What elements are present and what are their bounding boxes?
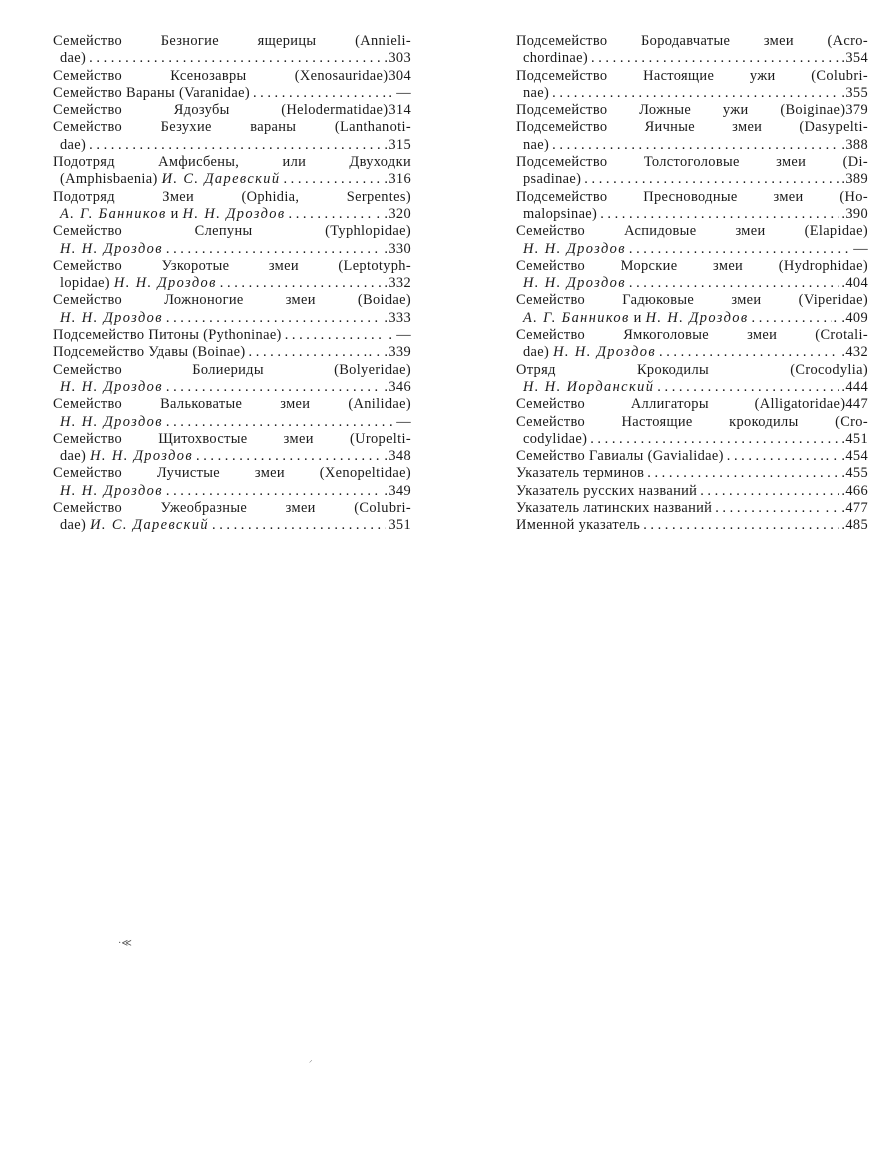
toc-line [516,465,868,482]
entry-title: Семейство Морские змеи (Hydrophidae) [516,257,868,274]
toc-line [516,517,868,534]
toc-line [53,258,411,275]
toc-line [53,154,411,171]
toc-line [53,241,411,258]
toc-entry-text [60,414,163,431]
toc-line [516,206,868,223]
toc-line [516,154,868,171]
page-number: . .409 [833,309,868,326]
page-number: .389 [841,171,868,188]
author-name: И. С. Даревский [90,517,210,534]
toc-line [516,483,868,500]
ink-speck-decoration: ·≪ [118,938,132,949]
toc-entry-text [516,68,868,85]
toc-line [53,119,411,136]
toc-line [516,327,868,344]
toc-column-right [516,33,868,535]
page-number: .432 [841,344,868,361]
page-number: .404 [841,275,868,292]
entry-title: dae) [523,344,550,361]
dot-leader [209,517,386,534]
toc-entry-text [53,396,411,413]
toc-line [516,310,868,327]
toc-line [53,448,411,465]
author-name: Н. Н. Дроздов [182,205,286,222]
toc-entry-text [60,171,280,188]
entry-title: Указатель терминов [516,465,645,482]
toc-line [516,396,868,413]
toc-entry-text [516,258,868,275]
page-number: .354 [841,50,868,67]
toc-entry-text [53,68,411,85]
entry-title: Подсемейство Яичные змеи (Dasypelti- [516,119,868,136]
toc-line [516,258,868,275]
toc-entry-text [60,137,86,154]
page-number: 351 [388,517,411,534]
dot-leader [749,310,832,327]
dot-leader [597,206,839,223]
entry-title: Семейство Гадюковые змеи (Viperidae) [516,292,868,309]
toc-line [53,85,411,102]
entry-title: Указатель русских названий [516,482,698,499]
entry-title: Семейство Гавиалы (Gavialidae) [516,448,724,465]
author-name: Н. Н. Иорданский [523,378,655,395]
toc-line [516,102,868,119]
toc-line [53,362,411,379]
toc-line [516,68,868,85]
entry-title: nae) [523,84,550,101]
toc-line [53,414,411,431]
author-name: Н. Н. Дроздов [523,275,626,292]
entry-title: Семейство Ужеобразные змеи (Colubri- [53,500,411,517]
dot-leader [587,431,839,448]
dot-leader [163,310,383,327]
dot-leader [217,275,383,292]
toc-line [516,500,868,517]
toc-entry-text [53,431,411,448]
toc-line [53,483,411,500]
toc-entry-text [516,517,640,534]
entry-title: Подсемейство Пресноводные змеи (Ho- [516,188,868,205]
toc-line [516,448,868,465]
toc-entry-text [60,379,163,396]
toc-entry-text [53,344,246,361]
toc-entry-text [60,275,217,292]
entry-title: Семейство Настоящие крокодилы (Cro- [516,413,868,430]
page-number: — [396,413,411,430]
entry-title: dae) [60,50,87,67]
author-name: Н. Н. Дроздов [523,240,626,257]
toc-entry-text [523,431,587,448]
entry-title: Семейство Безногие ящерицы (Annieli- [53,33,411,49]
page-number: .346 [384,378,411,395]
toc-entry-text [516,292,868,309]
toc-entry-text [60,241,163,258]
toc-entry-text [60,517,209,534]
page-number: . . .454 [825,448,868,465]
page-number: .485 [841,517,868,534]
dot-leader [581,171,839,188]
toc-entry-text [53,119,411,136]
toc-entry-text [516,483,697,500]
page-number: .330 [384,240,411,257]
page-number: .315 [384,136,411,153]
toc-line [516,119,868,136]
author-name: Н. Н. Дроздов [60,482,163,499]
toc-line [516,33,868,50]
entry-title: Семейство Ложноногие змеи (Boidae) [53,292,411,309]
entry-title: Семейство Ядозубы (Helodermatidae)314 [53,102,411,119]
toc-line [53,171,411,188]
toc-entry-text [60,206,286,223]
entry-title: nae) [523,136,550,153]
entry-title: Подсемейство Бородавчатые змеи (Acro- [516,33,868,49]
toc-entry-text [53,258,411,275]
page-number: .355 [841,84,868,101]
toc-line [516,362,868,379]
author-name: Н. Н. Дроздов [113,275,217,292]
dot-leader [626,241,851,258]
toc-line [53,431,411,448]
dot-leader [246,344,367,361]
entry-title: Подотряд Амфисбены, или Двуходки [53,154,411,171]
entry-title: Подсемейство Удавы (Boinae) [53,344,246,361]
entry-title: Семейство Ксенозавры (Xenosauridae)304 [53,67,411,84]
toc-entry-text [523,275,626,292]
page-number: .390 [841,205,868,222]
entry-title: Семейство Узкоротые змеи (Leptotyph- [53,257,411,274]
entry-title: Отряд Крокодилы (Crocodylia) [516,361,868,378]
toc-line [516,431,868,448]
toc-line [53,33,411,50]
entry-title: Семейство Болиериды (Bolyeridae) [53,361,411,378]
author-name: А. Г. Банников [60,205,167,222]
author-name: И. С. Даревский [161,171,281,188]
dot-leader [286,206,375,223]
toc-entry-text [523,310,749,327]
toc-line [516,379,868,396]
entry-title: dae) [60,448,87,465]
toc-line [53,189,411,206]
dot-leader [163,379,383,396]
page-number: .451 [841,430,868,447]
toc-line [516,85,868,102]
toc-entry-text [516,362,868,379]
entry-title: dae) [60,136,87,153]
toc-entry-text [523,379,654,396]
toc-entry-text [60,448,193,465]
toc-line [516,137,868,154]
page-number: .303 [384,50,411,67]
toc-entry-text [53,362,411,379]
entry-title: Семейство Лучистые змеи (Xenopeltidae) [53,465,411,482]
toc-entry-text [53,327,282,344]
toc-line [53,310,411,327]
toc-line [53,517,411,534]
entry-title: Семейство Слепуны (Typhlopidae) [53,223,411,240]
dot-leader [644,465,839,482]
entry-title: Подсемейство Ложные ужи (Boiginae)379 [516,102,868,119]
toc-entry-text [516,189,868,206]
dot-leader [86,50,382,67]
dot-leader [724,448,824,465]
entry-title: lopidae) [60,275,110,292]
toc-entry-text [523,137,549,154]
entry-title: Семейство Вараны (Varanidae) [53,84,250,101]
conjunction: и [170,205,179,222]
toc-entry-text [53,33,411,50]
toc-entry-text [516,102,868,119]
author-name: Н. Н. Дроздов [60,240,163,257]
toc-line [53,50,411,67]
toc-entry-text [60,483,163,500]
entry-title: Подсемейство Настоящие ужи (Colubri- [516,67,868,84]
author-name: Н. Н. Дроздов [60,378,163,395]
toc-line [516,241,868,258]
entry-title: Указатель латинских названий [516,500,713,517]
entry-title: Семейство Аллигаторы (Alligatoridae)447 [516,396,868,413]
toc-entry-text [516,119,868,136]
toc-entry-text [516,33,868,50]
toc-entry-text [53,465,411,482]
entry-title: chordinae) [523,50,589,67]
toc-line [516,292,868,309]
toc-entry-text [523,85,549,102]
toc-entry-text [523,241,626,258]
toc-entry-text [53,102,411,119]
dot-leader [640,517,839,534]
toc-entry-text [523,344,656,361]
toc-line [516,344,868,361]
toc-line [53,275,411,292]
page-number: .348 [384,448,411,465]
entry-title: Семейство Вальковатые змеи (Anilidae) [53,396,411,413]
toc-entry-text [523,206,597,223]
toc-line [516,414,868,431]
dot-leader [549,85,839,102]
author-name: Н. Н. Дроздов [60,413,163,430]
entry-title: malopsinae) [523,205,598,222]
dot-leader [280,171,374,188]
toc-entry-text [523,50,588,67]
toc-line [53,223,411,240]
entry-title: Подотряд Змеи (Ophidia, Serpentes) [53,188,411,205]
author-name: Н. Н. Дроздов [60,309,163,326]
dot-leader [549,137,839,154]
dot-leader [588,50,839,67]
entry-title: Подсемейство Толстоголовые змеи (Di- [516,154,868,171]
toc-entry-text [516,448,724,465]
toc-column-left [53,33,411,535]
entry-title: codylidae) [523,430,588,447]
page-number: . . .477 [825,500,868,517]
entry-title: (Amphisbaenia) [60,171,158,188]
toc-entry-text [516,414,868,431]
entry-title: psadinae) [523,171,582,188]
page-number: .349 [384,482,411,499]
page-number: .332 [384,275,411,292]
toc-line [53,292,411,309]
author-name: Н. Н. Дроздов [645,309,749,326]
toc-line [516,275,868,292]
dot-leader [656,344,839,361]
dot-leader [712,500,823,517]
dot-leader [626,275,840,292]
toc-line [53,206,411,223]
page-number: .388 [841,136,868,153]
page-number: . . .339 [368,344,411,361]
toc-line [53,68,411,85]
dot-leader [193,448,382,465]
entry-title: dae) [60,517,87,534]
toc-entry-text [516,327,868,344]
dot-leader [250,85,386,102]
conjunction: и [633,309,642,326]
entry-title: Семейство Безухие вараны (Lanthanoti- [53,119,411,136]
toc-entry-text [53,223,411,240]
toc-entry-text [53,500,411,517]
dot-leader [86,137,382,154]
toc-line [53,396,411,413]
entry-title: Подсемейство Питоны (Pythoninae) [53,327,282,344]
toc-line [516,189,868,206]
toc-line [516,171,868,188]
toc-line [53,465,411,482]
toc-entry-text [516,223,868,240]
toc-entry-text [53,154,411,171]
toc-entry-text [60,50,86,67]
toc-line [53,137,411,154]
toc-line [516,50,868,67]
toc-entry-text [53,292,411,309]
page-number: .444 [841,378,868,395]
entry-title: Семейство Ямкоголовые змеи (Crotali- [516,327,868,344]
page-number: . — [388,327,411,344]
dot-leader [697,483,839,500]
toc-entry-text [53,85,250,102]
page-number: — [853,240,868,257]
toc-entry-text [516,396,868,413]
toc-entry-text [523,171,581,188]
toc-line [53,379,411,396]
toc-entry-text [516,154,868,171]
page-number: . .316 [376,171,411,188]
ink-speck-decoration: ⸝ [309,1056,313,1064]
toc-entry-text [53,189,411,206]
toc-line [53,500,411,517]
toc-entry-text [516,465,644,482]
page-number: .466 [841,482,868,499]
toc-entry-text [516,500,712,517]
entry-title: Семейство Аспидовые змеи (Elapidae) [516,223,868,240]
dot-leader [163,414,394,431]
page-number: .455 [841,465,868,482]
toc-line [53,102,411,119]
entry-title: Именной указатель [516,517,641,534]
dot-leader [282,327,387,344]
page-number: . .320 [376,205,411,222]
author-name: Н. Н. Дроздов [553,344,657,361]
author-name: Н. Н. Дроздов [90,448,194,465]
entry-title: Семейство Щитохвостые змеи (Uropelti- [53,430,411,447]
dot-leader [654,379,839,396]
dot-leader [163,483,383,500]
toc-entry-text [60,310,163,327]
toc-line [516,223,868,240]
author-name: А. Г. Банников [523,309,630,326]
page-number: . — [388,84,411,101]
page-number: .333 [384,309,411,326]
toc-line [53,344,411,361]
toc-line [53,327,411,344]
dot-leader [163,241,383,258]
